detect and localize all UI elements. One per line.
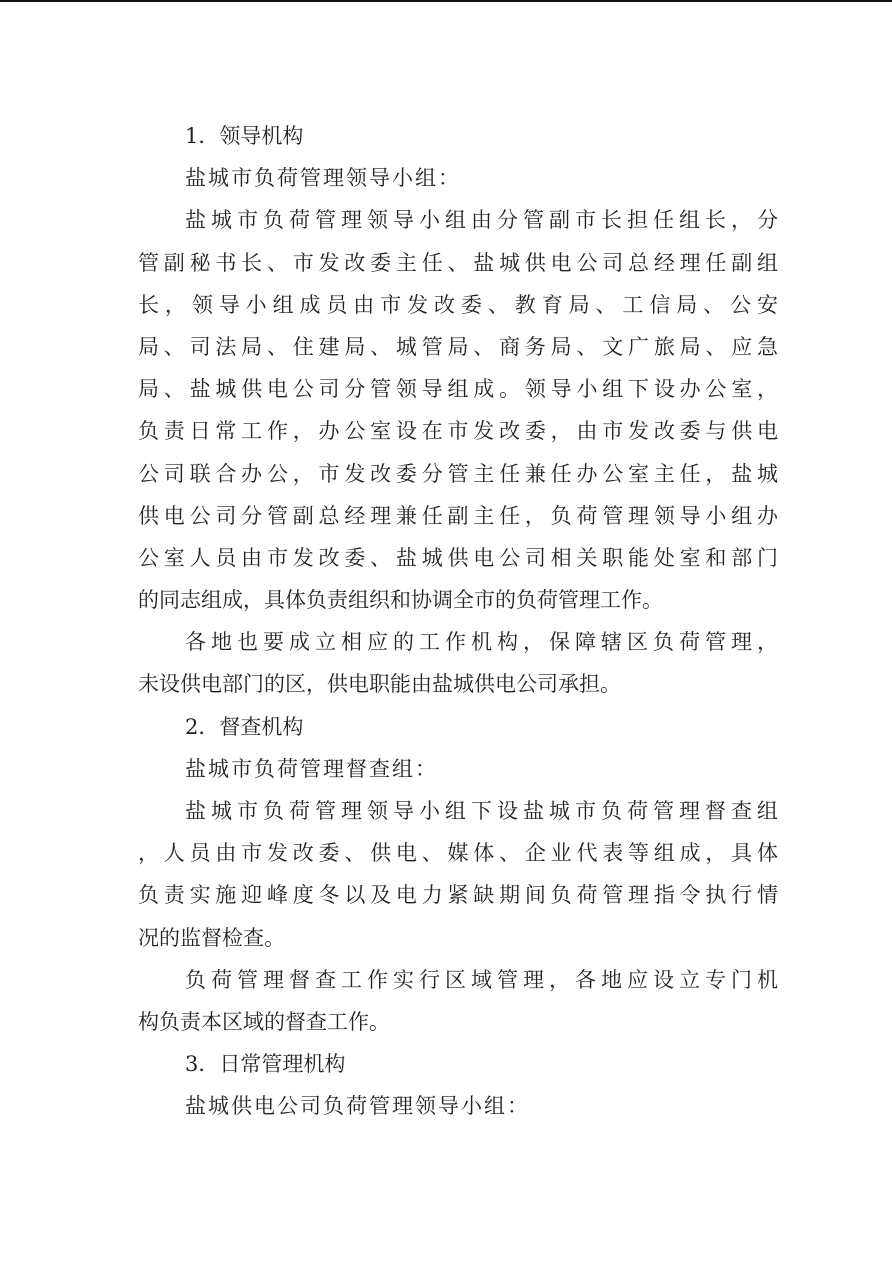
text-line: 局、司法局、住建局、城管局、商务局、文广旅局、应急 <box>138 334 778 359</box>
paragraph <box>138 959 778 1043</box>
paragraph <box>138 199 778 621</box>
section-heading: 3．日常管理机构 <box>185 1052 346 1077</box>
text-line: 盐城市负荷管理领导小组由分管副市长担任组长，分 <box>185 208 778 233</box>
section-subheading: 盐城市负荷管理督查组： <box>185 756 438 781</box>
text-line: 长，领导小组成员由市发改委、教育局、工信局、公安 <box>138 292 778 317</box>
text-line: 况的监督检查。 <box>138 925 285 950</box>
text-line: 负荷管理督查工作实行区域管理，各地应设立专门机 <box>185 967 778 992</box>
text-line: 供电公司分管副总经理兼任副主任，负荷管理领导小组办 <box>138 503 778 528</box>
section-subheading: 盐城供电公司负荷管理领导小组： <box>185 1094 530 1119</box>
section-heading: 2．督查机构 <box>185 714 304 739</box>
text-line: 负责日常工作，办公室设在市发改委，由市发改委与供电 <box>138 419 778 444</box>
text-line: 盐城市负荷管理领导小组下设盐城市负荷管理督查组 <box>185 799 778 823</box>
text-line: 公室人员由市发改委、盐城供电公司相关职能处室和部门 <box>138 545 778 570</box>
text-line: 的同志组成，具体负责组织和协调全市的负荷管理工作。 <box>138 588 663 613</box>
section-heading: 1．领导机构 <box>185 124 304 148</box>
text-line: ，人员由市发改委、供电、媒体、企业代表等组成，具体 <box>138 841 778 866</box>
paragraph <box>138 790 778 959</box>
text-line: 公司联合办公，市发改委分管主任兼任办公室主任，盐城 <box>138 461 778 486</box>
text-line: 各地也要成立相应的工作机构，保障辖区负荷管理， <box>185 630 778 655</box>
text-line: 负责实施迎峰度冬以及电力紧缺期间负荷管理指令执行情 <box>138 883 778 908</box>
document-body <box>138 115 778 1128</box>
text-line: 未设供电部门的区，供电职能由盐城供电公司承担。 <box>138 672 621 697</box>
text-line: 管副秘书长、市发改委主任、盐城供电公司总经理任副组 <box>138 250 778 275</box>
paragraph <box>138 621 778 705</box>
section-subheading: 盐城市负荷管理领导小组： <box>185 166 461 191</box>
text-line: 局、盐城供电公司分管领导组成。领导小组下设办公室， <box>138 377 778 402</box>
text-line: 构负责本区域的督查工作。 <box>138 1009 390 1034</box>
